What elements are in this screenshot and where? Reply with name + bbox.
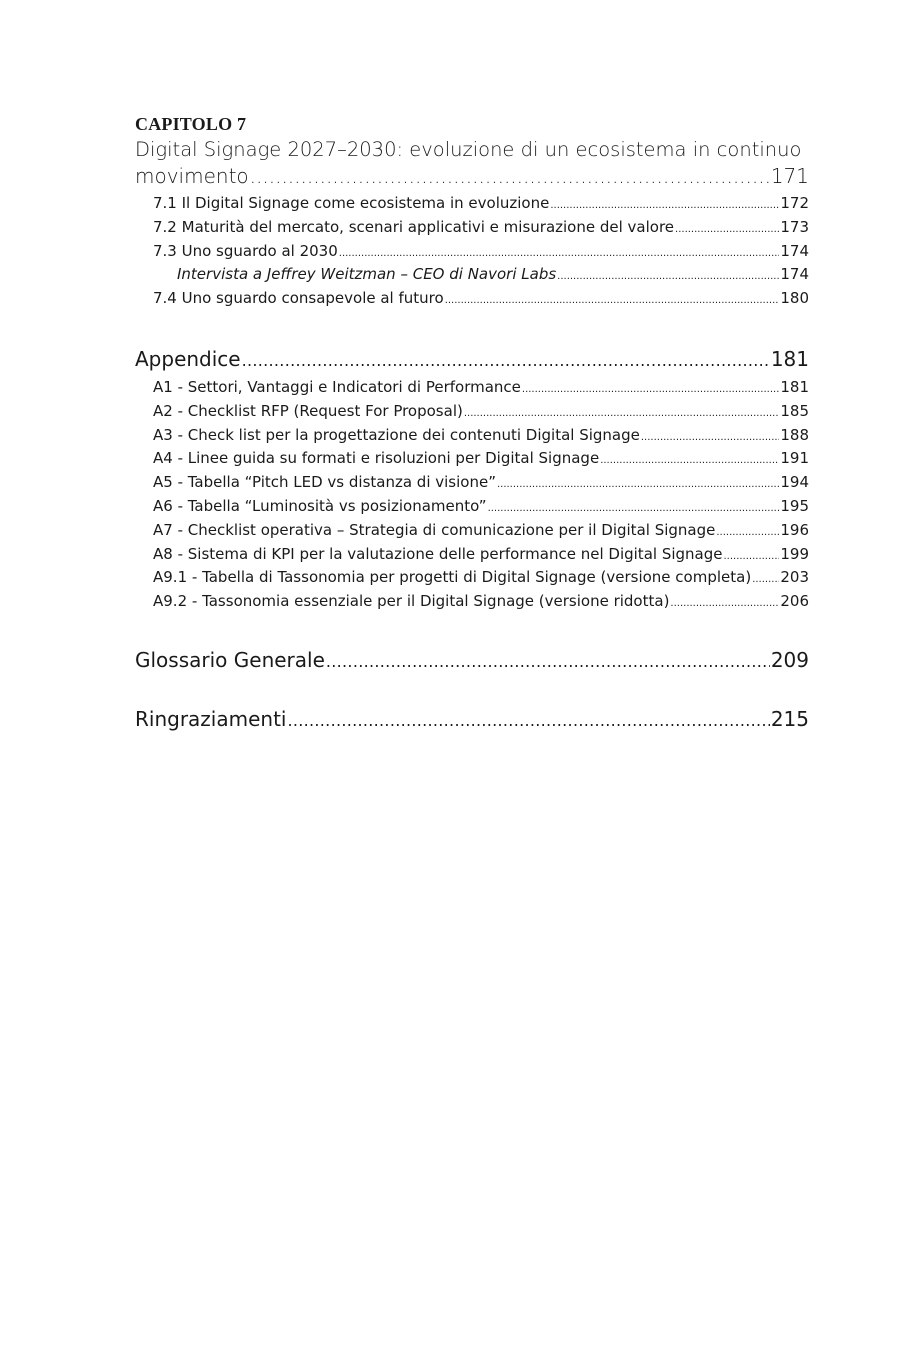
toc-entry-label: A4 - Linee guida su formati e risoluzioni per Digital Signage	[153, 449, 600, 468]
toc-entry	[153, 425, 809, 449]
dot-leader	[752, 567, 779, 591]
dot-leader	[488, 496, 780, 520]
toc-entry-page: 195	[780, 496, 809, 515]
toc-entry	[153, 401, 809, 425]
toc-entry	[153, 472, 809, 496]
toc-entry-page: 203	[780, 568, 809, 587]
toc-entry-label: 7.2 Maturità del mercato, scenari applicativi e misurazione del valore	[153, 217, 675, 236]
dot-leader	[670, 591, 779, 615]
glossary-title: Glossario Generale	[135, 647, 325, 672]
acknowledgements-title: Ringraziamenti	[135, 706, 287, 731]
toc-entry-page: 191	[780, 449, 809, 468]
toc-entry	[153, 377, 809, 401]
toc-entry-page: 180	[780, 289, 809, 308]
toc-entry-label: A9.1 - Tabella di Tassonomia per progetti di Digital Signage (versione completa)	[153, 568, 752, 587]
appendix-title: Appendice	[135, 346, 241, 371]
toc-entry	[153, 591, 809, 615]
toc-entry-page: 174	[780, 265, 809, 284]
toc-entry-label: A1 - Settori, Vantaggi e Indicatori di Performance	[153, 377, 521, 396]
appendix-heading	[135, 346, 809, 374]
toc-entry-page: 196	[780, 520, 809, 539]
chapter-label: CAPITOLO 7	[135, 114, 247, 134]
acknowledgements-heading	[135, 706, 809, 734]
glossary-page-number: 209	[770, 647, 809, 672]
toc-entry-label: 7.1 Il Digital Signage come ecosistema in evoluzione	[153, 194, 550, 212]
chapter-title-line2-row	[135, 163, 809, 190]
toc-entry-page: 194	[780, 473, 809, 492]
dot-leader	[339, 241, 780, 265]
toc-entry-page: 206	[780, 592, 809, 611]
dot-leader	[287, 706, 769, 734]
toc-entry-label: A6 - Tabella “Luminosità vs posizionamento”	[153, 496, 487, 515]
chapter-title-line2: movimento	[135, 164, 249, 188]
toc-entry	[153, 544, 809, 568]
toc-entry-page: 172	[780, 194, 809, 212]
appendix-entries	[135, 377, 809, 615]
dot-leader	[675, 217, 779, 241]
toc-entry-label: A5 - Tabella “Pitch LED vs distanza di visione”	[153, 473, 496, 492]
table-of-contents	[135, 112, 809, 734]
dot-leader	[464, 401, 780, 425]
toc-entry-label: Intervista a Jeffrey Weitzman – CEO di Navori Labs	[177, 265, 557, 284]
toc-entry-page: 173	[780, 217, 809, 236]
toc-entry-label: A3 - Check list per la progettazione dei contenuti Digital Signage	[153, 425, 640, 444]
dot-leader	[326, 647, 770, 675]
toc-entry-page: 174	[780, 241, 809, 260]
toc-entry	[153, 520, 809, 544]
dot-leader	[723, 544, 779, 568]
toc-entry	[153, 288, 809, 312]
glossary-heading	[135, 647, 809, 675]
toc-entry-page: 185	[780, 401, 809, 420]
toc-entry	[153, 241, 809, 265]
acknowledgements-page-number: 215	[770, 706, 809, 731]
dot-leader	[716, 520, 779, 544]
dot-leader	[557, 264, 779, 288]
chapter-entries	[135, 193, 809, 312]
dot-leader	[522, 377, 779, 401]
dot-leader	[600, 448, 779, 472]
toc-entry-label: A2 - Checklist RFP (Request For Proposal)	[153, 401, 463, 420]
toc-entry	[153, 448, 809, 472]
chapter-title	[135, 136, 809, 190]
toc-entry-label: 7.3 Uno sguardo al 2030	[153, 241, 338, 260]
dot-leader	[242, 346, 770, 374]
chapter-title-line1: Digital Signage 2027–2030: evoluzione di un ecosistema in continuo	[135, 138, 802, 161]
chapter-page-number: 171	[770, 164, 809, 188]
toc-entry-label: A9.2 - Tassonomia essenziale per il Digital Signage (versione ridotta)	[153, 592, 670, 611]
toc-entry-interview	[153, 264, 809, 288]
dot-leader	[250, 163, 770, 190]
dot-leader	[641, 425, 779, 449]
toc-entry-page: 199	[780, 544, 809, 563]
toc-entry-label: 7.4 Uno sguardo consapevole al futuro	[153, 289, 444, 308]
toc-entry-page: 181	[780, 377, 809, 396]
toc-entry-label: A7 - Checklist operativa – Strategia di comunicazione per il Digital Signage	[153, 520, 716, 539]
toc-entry	[153, 496, 809, 520]
toc-entry	[153, 193, 809, 217]
toc-entry-label: A8 - Sistema di KPI per la valutazione delle performance nel Digital Signage	[153, 544, 723, 563]
toc-entry	[153, 567, 809, 591]
dot-leader	[445, 288, 780, 312]
dot-leader	[550, 193, 779, 217]
appendix-page-number: 181	[770, 346, 809, 371]
toc-entry-page: 188	[780, 425, 809, 444]
toc-entry	[153, 217, 809, 241]
dot-leader	[497, 472, 779, 496]
